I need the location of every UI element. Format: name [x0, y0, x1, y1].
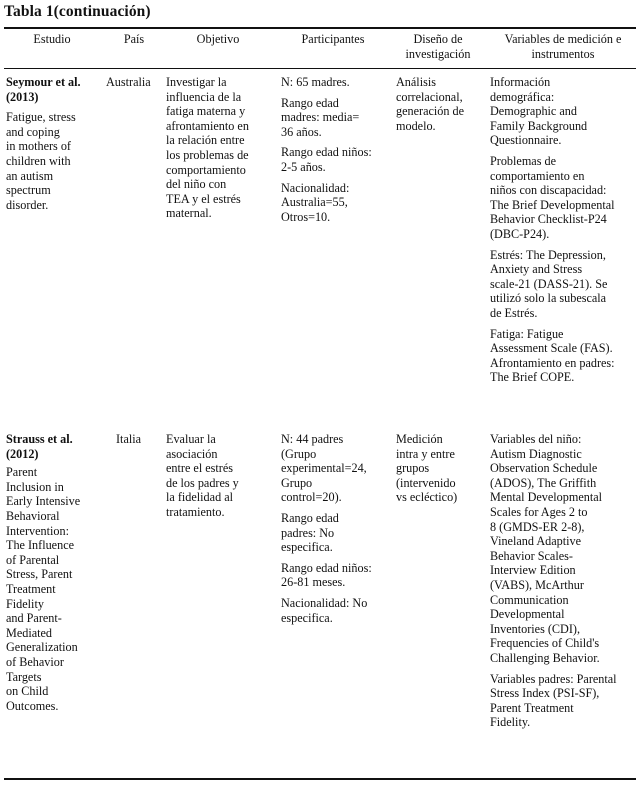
variables-line: Estrés: The Depression,: [490, 247, 606, 262]
variables-line: Interview Edition: [490, 563, 576, 578]
table-caption: Tabla 1(continuación): [4, 3, 151, 20]
participants-line: padres: No: [281, 525, 335, 540]
row-2-title-line: of Parental: [6, 552, 60, 567]
variables-line: The Brief COPE.: [490, 370, 575, 385]
row-1-participants-nationality: [281, 181, 385, 225]
participants-line: (Grupo: [281, 446, 317, 461]
row-2-title-line: Inclusion in: [6, 479, 64, 494]
header-rule: [4, 68, 636, 69]
row-1-variables-demographic: [490, 75, 636, 148]
row-1-diseno: [396, 75, 482, 133]
variables-line: Behavior Scales-: [490, 548, 573, 563]
row-1-objective-line: los problemas de: [166, 147, 249, 162]
variables-line: Vineland Adaptive: [490, 534, 581, 549]
row-1-variables: [490, 75, 636, 391]
participants-line: especifica.: [281, 610, 333, 625]
row-1-variables-fatigue: [490, 327, 636, 385]
variables-line: Questionnaire.: [490, 133, 562, 148]
row-1-objective-line: TEA y el estrés: [166, 191, 241, 206]
row-2-participants-nationality: [281, 596, 385, 625]
variables-line: Behavior Checklist-P24: [490, 212, 607, 227]
participants-line: 26-81 meses.: [281, 575, 346, 590]
row-1-title-line: and coping: [6, 124, 60, 139]
row-2-objective-line: de los padres y: [166, 475, 239, 490]
variables-line: (DBC-P24).: [490, 226, 550, 241]
variables-line: scale-21 (DASS-21). Se: [490, 276, 608, 291]
row-1-objective-line: afrontamiento en: [166, 118, 249, 133]
row-2-design-line: vs ecléctico): [396, 490, 458, 505]
variables-line: Variables del niño:: [490, 432, 582, 446]
row-2-country: Italia: [116, 432, 142, 446]
row-2-title-line: on Child: [6, 684, 49, 699]
row-2-title-line: Outcomes.: [6, 698, 59, 713]
row-2-author: Strauss et al.: [6, 432, 73, 446]
row-2-objective-line: tratamiento.: [166, 504, 225, 519]
participants-line: experimental=24,: [281, 461, 367, 476]
variables-line: Parent Treatment: [490, 700, 574, 715]
row-2-design-line: grupos: [396, 461, 430, 476]
row-2-title-line: Parent: [6, 465, 38, 480]
variables-line: Developmental: [490, 607, 565, 622]
participants-line: Grupo: [281, 475, 313, 490]
variables-line: (VABS), McArthur: [490, 577, 584, 592]
variables-line: Información: [490, 75, 551, 89]
row-1-design-line: Análisis: [396, 75, 436, 89]
row-1-title-line: disorder.: [6, 197, 49, 212]
row-2-title-line: Generalization: [6, 640, 78, 655]
variables-line: Variables padres: Parental: [490, 671, 617, 686]
variables-line: Autism Diagnostic: [490, 446, 582, 461]
variables-line: Anxiety and Stress: [490, 262, 583, 277]
row-1-objective-line: fatiga materna y: [166, 104, 246, 119]
variables-line: Problemas de: [490, 153, 557, 168]
row-1-participantes: [281, 75, 385, 230]
row-2-title-line: and Parent-: [6, 611, 62, 626]
participants-line: Australia=55,: [281, 195, 348, 210]
variables-line: Scales for Ages 2 to: [490, 504, 588, 519]
header-participantes: Participantes: [301, 32, 365, 46]
row-1-objective-line: maternal.: [166, 206, 212, 221]
variables-line: Fidelity.: [490, 715, 531, 730]
participants-line: 36 años.: [281, 124, 322, 139]
row-1-objective-line: del niño con: [166, 177, 227, 192]
row-1-objective-line: comportamiento: [166, 162, 246, 177]
row-2-design-line: intra y entre: [396, 446, 455, 461]
row-1-design-line: modelo.: [396, 118, 436, 133]
row-1-title-line: an autism: [6, 168, 54, 183]
row-1-title-line: in mothers of: [6, 139, 71, 154]
row-1-objective-line: Investigar la: [166, 75, 227, 89]
row-2-pais: [116, 432, 172, 447]
top-rule: [4, 27, 636, 29]
row-2-title-line: Behavioral: [6, 508, 60, 523]
variables-line: utilizó solo la subescala: [490, 291, 607, 306]
participants-line: madres: media=: [281, 110, 360, 125]
row-1-title-line: spectrum: [6, 183, 51, 198]
row-1-objective-line: la relación entre: [166, 133, 245, 148]
row-2-variables-parents: [490, 672, 636, 730]
participants-line: control=20).: [281, 490, 342, 505]
variables-line: de Estrés.: [490, 305, 538, 320]
row-1-title-line: Fatigue, stress: [6, 110, 76, 125]
row-2-objective-line: entre el estrés: [166, 461, 233, 476]
row-2-participants-child-age: [281, 561, 385, 590]
variables-line: Stress Index (PSI-SF),: [490, 686, 600, 701]
row-2-participants-parent-age: [281, 511, 385, 555]
row-1-pais: [106, 75, 162, 90]
variables-line: Observation Schedule: [490, 461, 598, 476]
row-2-title-line: Early Intensive: [6, 494, 81, 509]
row-2-participants-n: [281, 432, 385, 505]
variables-line: niños con discapacidad:: [490, 183, 607, 198]
variables-line: Inventories (CDI),: [490, 621, 581, 636]
row-1-participants-parent-age: [281, 96, 385, 140]
row-2-variables: [490, 432, 636, 736]
participants-line: Rango edad niños:: [281, 560, 372, 575]
row-2-title-line: Treatment: [6, 581, 56, 596]
participants-line: Rango edad: [281, 95, 339, 110]
row-2-title-line: The Influence: [6, 538, 75, 553]
row-1-design-line: generación de: [396, 104, 465, 119]
row-1-estudio: [6, 75, 102, 212]
row-2-design-line: Medición: [396, 432, 443, 446]
row-2-title-line: Targets: [6, 669, 42, 684]
variables-line: Fatiga: Fatigue: [490, 326, 564, 341]
variables-line: demográfica:: [490, 89, 555, 104]
row-2-title-line: Stress, Parent: [6, 567, 73, 582]
participants-line: Nacionalidad:: [281, 180, 350, 195]
variables-line: Mental Developmental: [490, 490, 603, 505]
variables-line: (ADOS), The Griffith: [490, 475, 597, 490]
variables-line: Family Background: [490, 118, 588, 133]
row-1-variables-behavior: [490, 154, 636, 242]
row-2-objective-line: la fidelidad al: [166, 490, 234, 505]
row-1-author: Seymour et al.: [6, 75, 81, 89]
row-2-objective-line: asociación: [166, 446, 218, 461]
participants-line: Otros=10.: [281, 209, 331, 224]
row-1-year: (2013): [6, 89, 39, 104]
variables-line: 8 (GMDS-ER 2-8),: [490, 519, 585, 534]
row-2-objetivo: [166, 432, 266, 520]
header-diseno: Diseño de investigación: [405, 32, 471, 61]
participants-line: N: 44 padres: [281, 432, 344, 446]
row-2-year: (2012): [6, 446, 39, 461]
variables-line: Assessment Scale (FAS).: [490, 341, 613, 356]
row-1-objective-line: influencia de la: [166, 89, 242, 104]
participants-line: 2-5 años.: [281, 159, 326, 174]
variables-line: Afrontamiento en padres:: [490, 355, 615, 370]
variables-line: Communication: [490, 592, 569, 607]
header-estudio: Estudio: [33, 32, 71, 46]
variables-line: comportamiento en: [490, 168, 585, 183]
row-2-title-line: Mediated: [6, 625, 53, 640]
header-variables: Variables de medición e instrumentos: [504, 32, 622, 61]
variables-line: Challenging Behavior.: [490, 650, 600, 665]
row-2-title-line: Fidelity: [6, 596, 44, 611]
row-1-country: Australia: [106, 75, 151, 89]
row-1-title-line: children with: [6, 153, 71, 168]
variables-line: The Brief Developmental: [490, 197, 615, 212]
participants-line: Rango edad: [281, 510, 339, 525]
row-1-participants-child-age: [281, 145, 385, 174]
row-2-design-line: (intervenido: [396, 475, 456, 490]
row-2-variables-child: [490, 432, 636, 666]
row-2-estudio: [6, 432, 102, 713]
participants-line: Rango edad niños:: [281, 145, 372, 160]
header-objetivo: Objetivo: [196, 32, 240, 46]
participants-line: N: 65 madres.: [281, 75, 350, 89]
row-1-variables-stress: [490, 248, 636, 321]
row-1-objetivo: [166, 75, 266, 221]
row-2-title-line: of Behavior: [6, 654, 64, 669]
row-2-participantes: [281, 432, 385, 631]
participants-line: especifica.: [281, 540, 333, 555]
bottom-rule: [4, 778, 636, 780]
row-1-participants-n: [281, 75, 385, 90]
variables-line: Demographic and: [490, 104, 577, 119]
row-2-title-line: Intervention:: [6, 523, 69, 538]
row-2-objective-line: Evaluar la: [166, 432, 216, 446]
header-pais: País: [123, 32, 145, 46]
row-1-design-line: correlacional,: [396, 89, 463, 104]
participants-line: Nacionalidad: No: [281, 595, 368, 610]
row-2-diseno: [396, 432, 482, 505]
variables-line: Frequencies of Child's: [490, 636, 600, 651]
